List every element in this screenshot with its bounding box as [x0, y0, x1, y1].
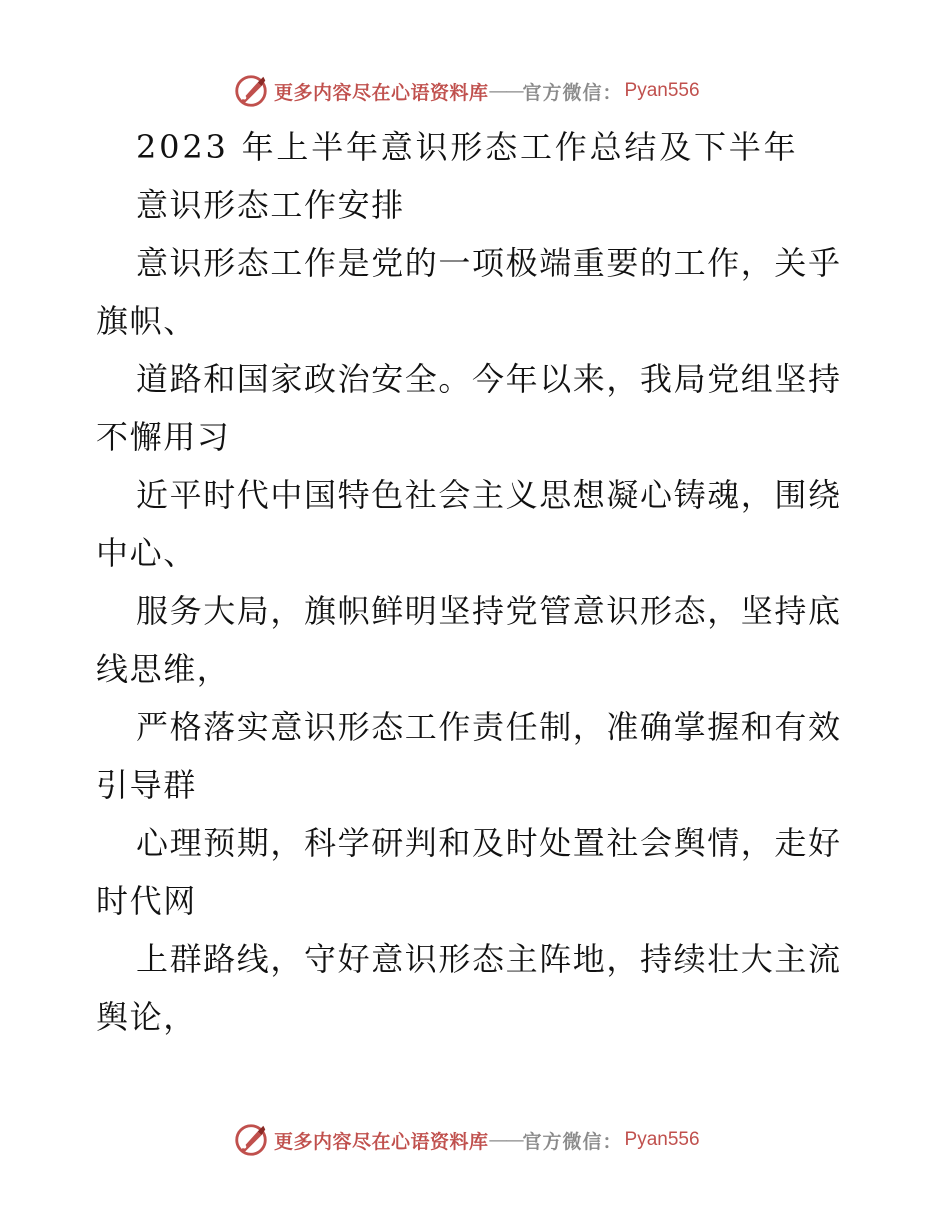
text-line: 引导群: [96, 766, 197, 804]
text-line: 近平时代中国特色社会主义思想凝心铸魂，围绕: [136, 476, 842, 514]
watermark-text: 更多内容尽在心语资料库: [274, 81, 489, 104]
pen-logo-icon: [232, 72, 270, 110]
text-line: 中心、: [96, 534, 197, 572]
text-line: 线思维，: [96, 650, 231, 688]
watermark-wechat-id: Pyan556: [624, 1129, 700, 1150]
text-line: 意识形态工作是党的一项极端重要的工作，关乎: [136, 244, 842, 282]
document-title-line-2: 意识形态工作安排: [136, 186, 405, 224]
footer-watermark: [232, 1120, 700, 1160]
text-line: 严格落实意识形态工作责任制，准确掌握和有效: [136, 708, 842, 746]
document-body: [96, 118, 856, 1046]
watermark-wechat-label: 官方微信：: [522, 81, 623, 104]
watermark-wechat-id: Pyan556: [624, 80, 700, 101]
text-line: 上群路线，守好意识形态主阵地，持续壮大主流: [136, 940, 842, 978]
text-line: 服务大局，旗帜鲜明坚持党管意识形态，坚持底: [136, 592, 842, 630]
watermark-dash: ——: [488, 1129, 523, 1151]
pen-logo-icon: [232, 1121, 270, 1159]
text-line: 时代网: [96, 882, 197, 920]
text-line: 心理预期，科学研判和及时处置社会舆情，走好: [136, 824, 842, 862]
header-watermark: [232, 71, 700, 111]
document-title-line-1: 2023 年上半年意识形态工作总结及下半年: [136, 128, 799, 166]
watermark-dash: ——: [488, 80, 523, 102]
watermark-text: 更多内容尽在心语资料库: [274, 1130, 489, 1153]
watermark-wechat-label: 官方微信：: [522, 1130, 623, 1153]
text-line: 舆论，: [96, 998, 197, 1036]
text-line: 不懈用习: [96, 418, 231, 456]
text-line: 道路和国家政治安全。今年以来，我局党组坚持: [136, 360, 842, 398]
text-line: 旗帜、: [96, 302, 197, 340]
